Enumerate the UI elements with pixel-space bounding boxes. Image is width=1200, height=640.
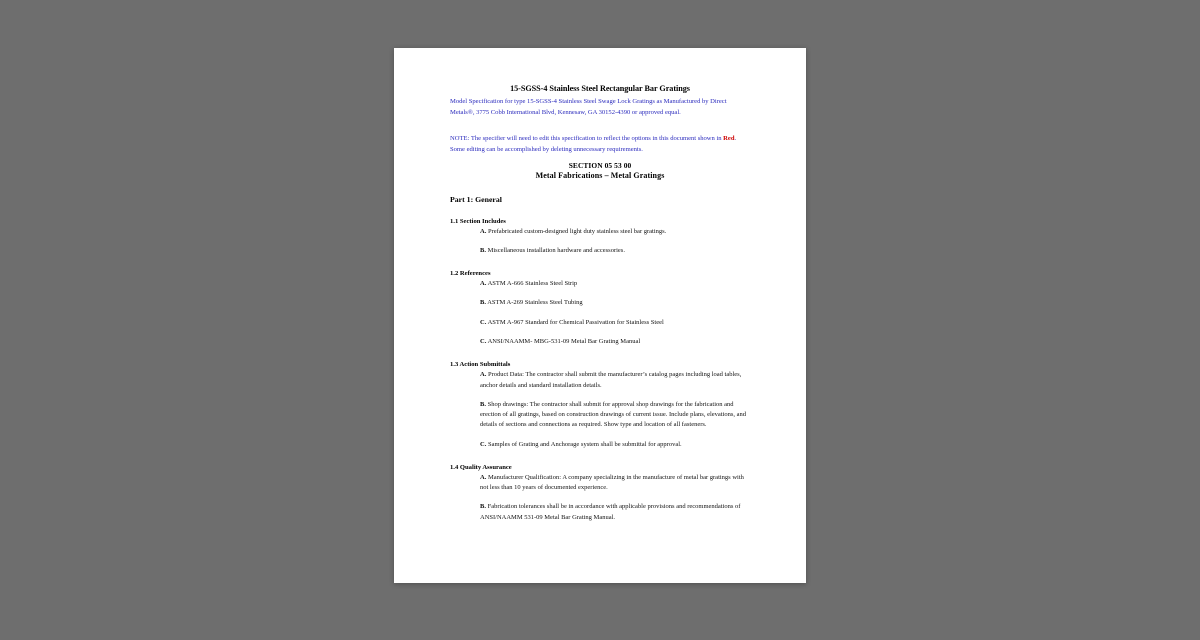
item-letter: B. [480,400,486,408]
list-item [450,370,750,391]
section-number: SECTION 05 53 00 [568,160,632,170]
item-letter: C. [480,440,487,448]
item-letter: C. [480,338,487,346]
list-item [450,279,750,289]
document-content [394,48,806,523]
item-text: ASTM A-967 Standard for Chemical Passivation for Stainless Steel [486,318,664,326]
list-item [450,246,750,256]
note-paragraph [450,134,750,155]
item-letter: B. [480,246,486,254]
subsection-heading-1-1: 1.1 Section Includes [450,217,506,225]
item-letter: A. [480,280,487,288]
list-item [450,440,750,450]
item-letter: A. [480,227,487,235]
item-letter: A. [480,371,487,379]
item-text: ANSI/NAAMM- MBG-531-09 Metal Bar Grating Manual [486,338,641,346]
item-text: Miscellaneous installation hardware and accessories. [485,246,625,254]
document-title: 15-SGSS-4 Stainless Steel Rectangular Bar Gratings [510,84,690,93]
list-item [450,400,750,431]
item-letter: B. [480,299,486,307]
document-page[interactable] [394,48,806,583]
item-text: ASTM A-269 Stainless Steel Tubing [485,299,583,307]
subsection-heading-1-2: 1.2 References [450,270,491,278]
list-item [450,502,750,523]
list-item [450,473,750,494]
part-heading: Part 1: General [450,194,502,204]
item-text: Shop drawings: The contractor shall submit for approval shop drawings for the fabrication and erection of all gratings, based on construction drawings of current issue. Include plans, elevations, and details of sections and connections as required. Show type and location of all fasteners. [480,400,747,429]
item-text: ASTM A-666 Stainless Steel Strip [486,280,578,288]
list-item [450,298,750,308]
note-text-before: NOTE: The specifier will need to edit this specification to reflect the options in this document shown in [450,135,724,143]
note-red-word: Red [723,135,735,143]
section-title: Metal Fabrications – Metal Gratings [535,170,665,180]
list-item [450,227,750,237]
subsection-heading-1-3: 1.3 Action Submittals [450,361,511,369]
item-text: Samples of Grating and Anchorage system shall be submittal for approval. [486,440,682,448]
item-text: Fabrication tolerances shall be in accordance with applicable provisions and recommendations of ANSI/NAAMM 531-09 Metal Bar Grating Manual. [480,503,741,521]
list-item [450,337,750,347]
item-text: Product Data: The contractor shall submit the manufacturer’s catalog pages including load tables, anchor details and standard installation details. [480,371,742,389]
item-text: Manufacturer Qualification: A company specializing in the manufacture of metal bar gratings with not less than 10 years of documented experience. [480,473,744,492]
intro-paragraph: Model Specification for type 15-SGSS-4 Stainless Steel Swage Lock Gratings as Manufactured by Direct Metals®, 3775 Cobb International Blvd, Kennesaw, GA 30152-4390 or approved equal. [450,98,727,116]
item-letter: C. [480,318,487,326]
item-letter: A. [480,473,487,481]
note-text-after: . Some editing can be accomplished by deleting unnecessary requirements. [450,135,737,154]
item-letter: B. [480,503,486,511]
item-text: Prefabricated custom-designed light duty stainless steel bar gratings. [486,227,667,235]
list-item [450,318,750,328]
subsection-heading-1-4: 1.4 Quality Assurance [450,463,512,471]
